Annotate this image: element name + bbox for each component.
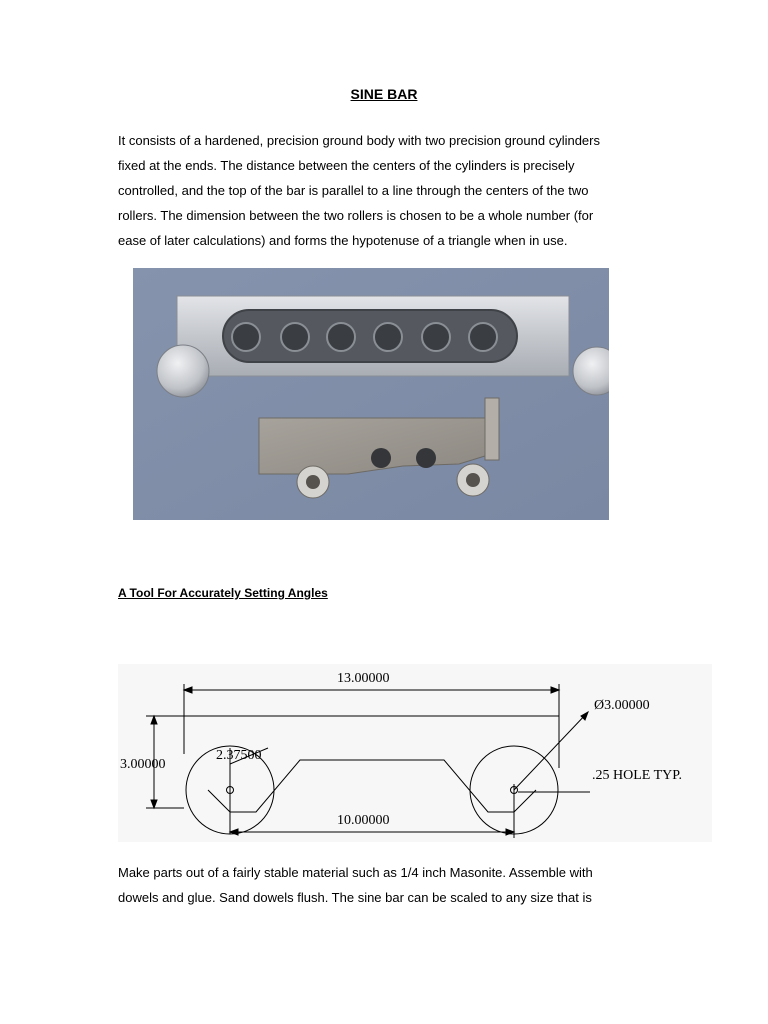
page-title: SINE BAR bbox=[350, 86, 418, 102]
dim-inner: 2.37500 bbox=[216, 748, 262, 763]
intro-line: It consists of a hardened, precision ground body with two precision ground cylinders bbox=[118, 133, 600, 148]
dim-overall-length: 13.00000 bbox=[337, 671, 390, 686]
dim-roller-diameter: Ø3.00000 bbox=[594, 698, 650, 713]
intro-line: fixed at the ends. The distance between the centers of the cylinders is precisely bbox=[118, 158, 575, 173]
left-roller bbox=[157, 345, 209, 397]
intro-line: ease of later calculations) and forms the hypotenuse of a triangle when in use. bbox=[118, 233, 568, 248]
technical-drawing bbox=[118, 664, 712, 842]
dim-height: 3.00000 bbox=[120, 757, 166, 772]
section-heading: A Tool For Accurately Setting Angles bbox=[118, 586, 328, 600]
closing-line: dowels and glue. Sand dowels flush. The sine bar can be scaled to any size that is bbox=[118, 890, 592, 905]
dim-hole-note: .25 HOLE TYP. bbox=[592, 768, 682, 783]
intro-paragraph bbox=[118, 128, 678, 253]
intro-line: rollers. The dimension between the two rollers is chosen to be a whole number (for bbox=[118, 208, 594, 223]
closing-paragraph bbox=[118, 860, 678, 910]
closing-line: Make parts out of a fairly stable material such as 1/4 inch Masonite. Assemble with bbox=[118, 865, 593, 880]
dim-center-distance: 10.00000 bbox=[337, 813, 390, 828]
plate-stop-tab bbox=[485, 398, 499, 460]
intro-line: controlled, and the top of the bar is parallel to a line through the centers of the two bbox=[118, 183, 589, 198]
sine-bar-photo bbox=[133, 268, 609, 520]
